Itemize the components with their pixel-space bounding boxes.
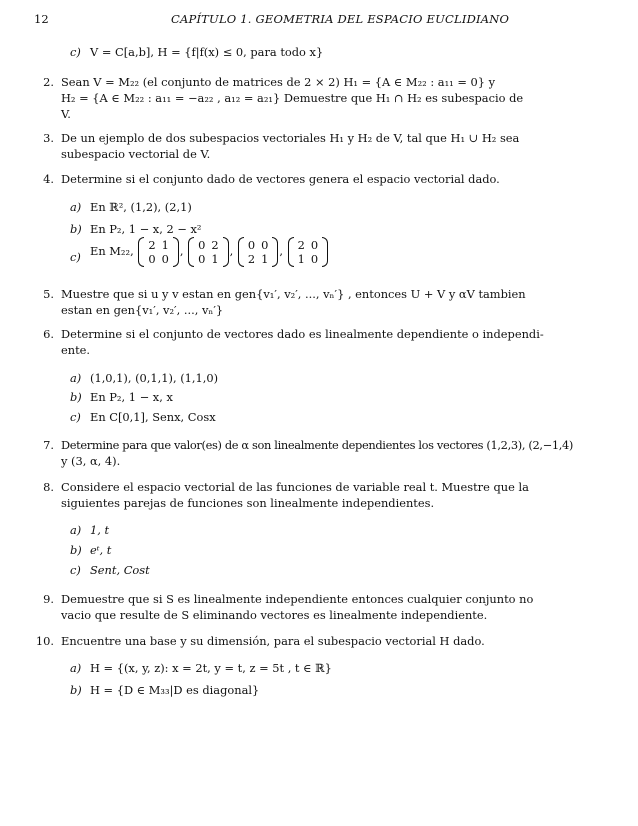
- matrix-cell: 0: [198, 252, 206, 266]
- matrix-cell: 2: [297, 238, 305, 252]
- item9-line1: Demuestre que si S es linealmente independiente entonces cualquier conjunto no: [61, 592, 534, 606]
- item2-line1: Sean V = M₂₂ (el conjunto de matrices de 2 × 2) H₁ = {A ∈ M₂₂ : a₁₁ = 0} y: [61, 75, 496, 89]
- matrix-cell: 0: [161, 252, 169, 266]
- item4b-text: En P₂, 1 − x, 2 − x²: [90, 222, 202, 236]
- item1c-label: c): [70, 45, 81, 59]
- item10a-text: H = {(x, y, z): x = 2t, y = t, z = 5t , t ∈ ℝ}: [90, 661, 332, 675]
- matrix-cell: 0: [198, 238, 206, 252]
- matrix-cell: 1: [211, 252, 219, 266]
- matrix-cell: 1: [161, 238, 169, 252]
- item6b-text: En P₂, 1 − x, x: [90, 390, 173, 404]
- item1c-text: V = C[a,b], H = {f|f(x) ≤ 0, para todo x}: [90, 45, 324, 59]
- matrix-cell: 0: [148, 252, 156, 266]
- item6a-label: a): [70, 371, 82, 385]
- matrix-1: [138, 238, 179, 266]
- item5-line2: estan en gen{v₁′, v₂′, ..., vₙ′}: [61, 303, 224, 317]
- item10a-label: a): [70, 661, 82, 675]
- item2-line3: V.: [61, 107, 71, 121]
- item4-line1: Determine si el conjunto dado de vectores genera el espacio vectorial dado.: [61, 172, 500, 186]
- item2-line2: H₂ = {A ∈ M₂₂ : a₁₁ = −a₂₂ , a₁₂ = a₂₁} Demuestre que H₁ ∩ H₂ es subespacio de: [61, 91, 524, 105]
- item8-line2: siguientes parejas de funciones son linealmente independientes.: [61, 496, 435, 510]
- item6c-text: En C[0,1], Senx, Cosx: [90, 410, 216, 424]
- chapter-title: CAPÍTULO 1. GEOMETRIA DEL ESPACIO EUCLIDIANO: [171, 12, 510, 26]
- page-number: 12: [34, 12, 49, 26]
- item9-line2: vacio que resulte de S eliminando vectores es linealmente independiente.: [61, 608, 488, 622]
- item4-number: 4.: [43, 172, 54, 186]
- item4a-text: En ℝ², (1,2), (2,1): [90, 200, 192, 214]
- matrix-cell: 2: [148, 238, 156, 252]
- item7-line1: Determine para que valor(es) de α son linealmente dependientes los vectores (1,2,3), (2,−1,4): [61, 438, 573, 452]
- item4a-label: a): [70, 200, 82, 214]
- item3-line2: subespacio vectorial de V.: [61, 147, 211, 161]
- matrix-2: [188, 238, 229, 266]
- matrix-cell: 0: [261, 238, 269, 252]
- item6-number: 6.: [43, 327, 54, 341]
- item4c-label: c): [70, 250, 81, 264]
- item3-number: 3.: [43, 131, 54, 145]
- matrix-cell: 1: [261, 252, 269, 266]
- item10-line1: Encuentre una base y su dimensión, para el subespacio vectorial H dado.: [61, 634, 485, 648]
- matrix-cell: 0: [247, 238, 256, 252]
- item8-line1: Considere el espacio vectorial de las funciones de variable real t. Muestre que la: [61, 480, 529, 494]
- matrix-cell: 2: [247, 252, 256, 266]
- item6c-label: c): [70, 410, 81, 424]
- matrix-4: [288, 238, 329, 266]
- item4b-label: b): [70, 222, 82, 236]
- item8b-label: b): [70, 543, 82, 557]
- matrix-cell: 1: [297, 252, 305, 266]
- matrix-separator: ,: [179, 244, 184, 258]
- matrix-cell: 2: [211, 238, 219, 252]
- item5-line1: Muestre que si u y v estan en gen{v₁′, v₂′, ..., vₙ′} , entonces U + V y αV tambien: [61, 287, 526, 301]
- item6a-text: (1,0,1), (0,1,1), (1,1,0): [90, 371, 219, 385]
- item10-number: 10.: [35, 634, 54, 648]
- item9-number: 9.: [43, 592, 54, 606]
- item8c-text: Sent, Cost: [90, 563, 150, 577]
- matrix-3: [238, 238, 279, 266]
- item6b-label: b): [70, 390, 82, 404]
- item8c-label: c): [70, 563, 81, 577]
- matrix-cell: 0: [310, 238, 319, 252]
- item8a-label: a): [70, 523, 82, 537]
- item4c-matrices: [90, 238, 329, 266]
- item6-line1: Determine si el conjunto de vectores dado es linealmente dependiente o independi-: [61, 327, 544, 341]
- matrix-separator: ,: [279, 244, 283, 258]
- item10b-label: b): [70, 683, 82, 697]
- matrix-separator: ,: [229, 244, 234, 258]
- item2-number: 2.: [43, 75, 54, 89]
- page-header: [34, 12, 604, 28]
- item8-number: 8.: [43, 480, 54, 494]
- item4c-text: En M₂₂,: [90, 244, 134, 258]
- item3-line1: De un ejemplo de dos subespacios vectoriales H₁ y H₂ de V, tal que H₁ ∪ H₂ sea: [61, 131, 520, 145]
- item10b-text: H = {D ∈ M₃₃|D es diagonal}: [90, 683, 260, 697]
- item8a-text: 1, t: [90, 523, 110, 537]
- item6-line2: ente.: [61, 343, 91, 357]
- item7-number: 7.: [43, 438, 54, 452]
- item5-number: 5.: [43, 287, 54, 301]
- item8b-text: eᵗ, t: [90, 543, 112, 557]
- item7-line2: y (3, α, 4).: [61, 454, 121, 468]
- matrix-cell: 0: [310, 252, 319, 266]
